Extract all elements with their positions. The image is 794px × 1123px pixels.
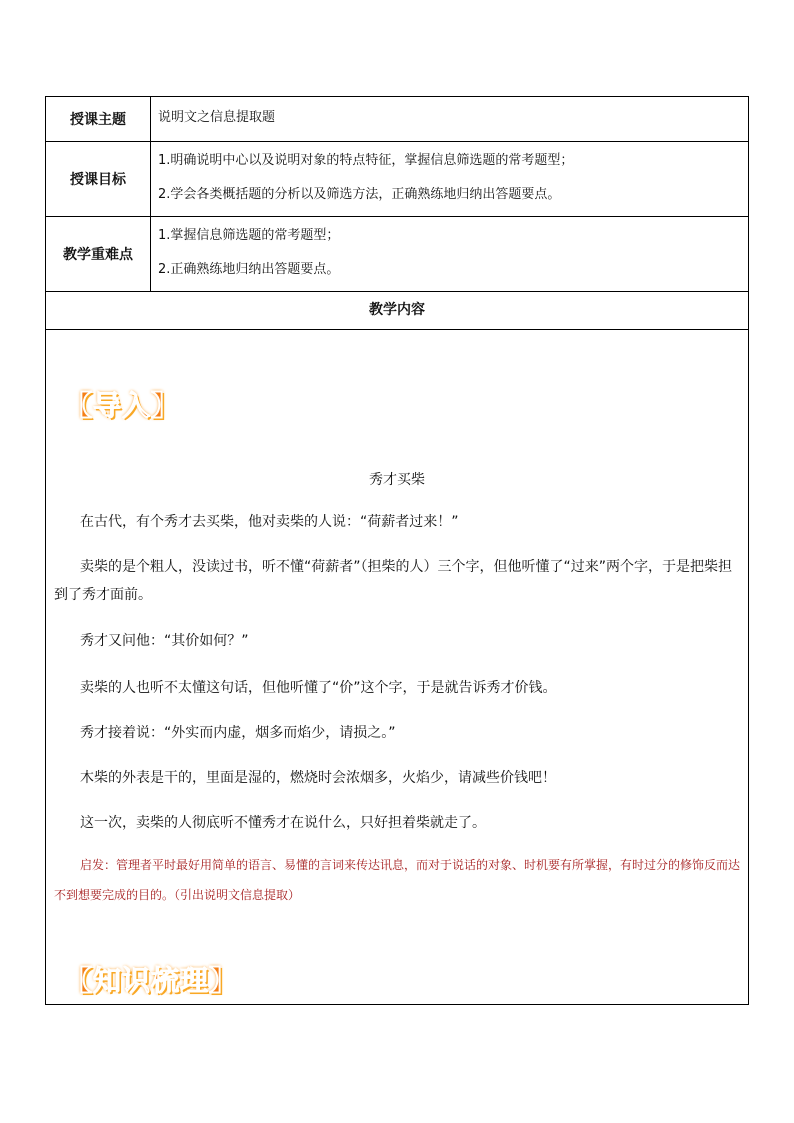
- story-paragraph: 秀才又问他：“其价如何？”: [80, 633, 249, 649]
- story-paragraph: 这一次，卖柴的人彻底听不懂秀才在说什么，只好担着柴就走了。: [80, 815, 486, 831]
- goal-value-cell: [158, 142, 742, 216]
- topic-value-cell: [158, 97, 742, 141]
- takeaway-note: 启发：管理者平时最好用简单的语言、易懂的言词来传达讯息，而对于说话的对象、时机要有所掌握，有时过分的修饰反而达不到想要完成的目的。（引出说明文信息提取）: [54, 858, 741, 902]
- key-points-label: 教学重难点: [46, 217, 151, 291]
- content-header-row: [46, 292, 748, 330]
- key-points-value-cell: [158, 217, 742, 291]
- topic-row: [46, 97, 748, 142]
- story-paragraph: 秀才接着说：“外实而内虚，烟多而焰少，请损之。”: [80, 725, 396, 741]
- key-points-row: [46, 217, 748, 292]
- story-title: 秀才买柴: [369, 472, 425, 488]
- goal-row: [46, 142, 748, 217]
- goal-item: 2.学会各类概括题的分析以及筛选方法，正确熟练地归纳出答题要点。: [158, 187, 561, 202]
- goal-label: 授课目标: [46, 142, 151, 216]
- topic-value: 说明文之信息提取题: [158, 110, 276, 125]
- story-paragraph: 木柴的外表是干的，里面是湿的，燃烧时会浓烟多，火焰少，请减些价钱吧！: [80, 770, 556, 786]
- lesson-plan-table: [45, 96, 749, 1005]
- topic-label: 授课主题: [46, 97, 151, 141]
- key-point-item: 2.正确熟练地归纳出答题要点。: [158, 262, 340, 277]
- story-paragraph: 卖柴的是个粗人，没读过书，听不懂“荷薪者”（担柴的人）三个字，但他听懂了“过来”两个字，于是把柴担到了秀才面前。: [54, 559, 733, 603]
- goal-item: 1.明确说明中心以及说明对象的特点特征，掌握信息筛选题的常考题型；: [158, 153, 574, 168]
- story-paragraph: 在古代，有个秀才去买柴，他对卖柴的人说：“荷薪者过来！”: [80, 514, 459, 530]
- key-point-item: 1.掌握信息筛选题的常考题型；: [158, 228, 340, 243]
- knowledge-badge: 【知识梳理】: [64, 964, 239, 997]
- story-paragraph: 卖柴的人也听不太懂这句话，但他听懂了“价”这个字，于是就告诉秀才价钱。: [80, 680, 557, 696]
- content-label: 教学内容: [369, 302, 425, 318]
- intro-badge: 【导入】: [64, 389, 181, 422]
